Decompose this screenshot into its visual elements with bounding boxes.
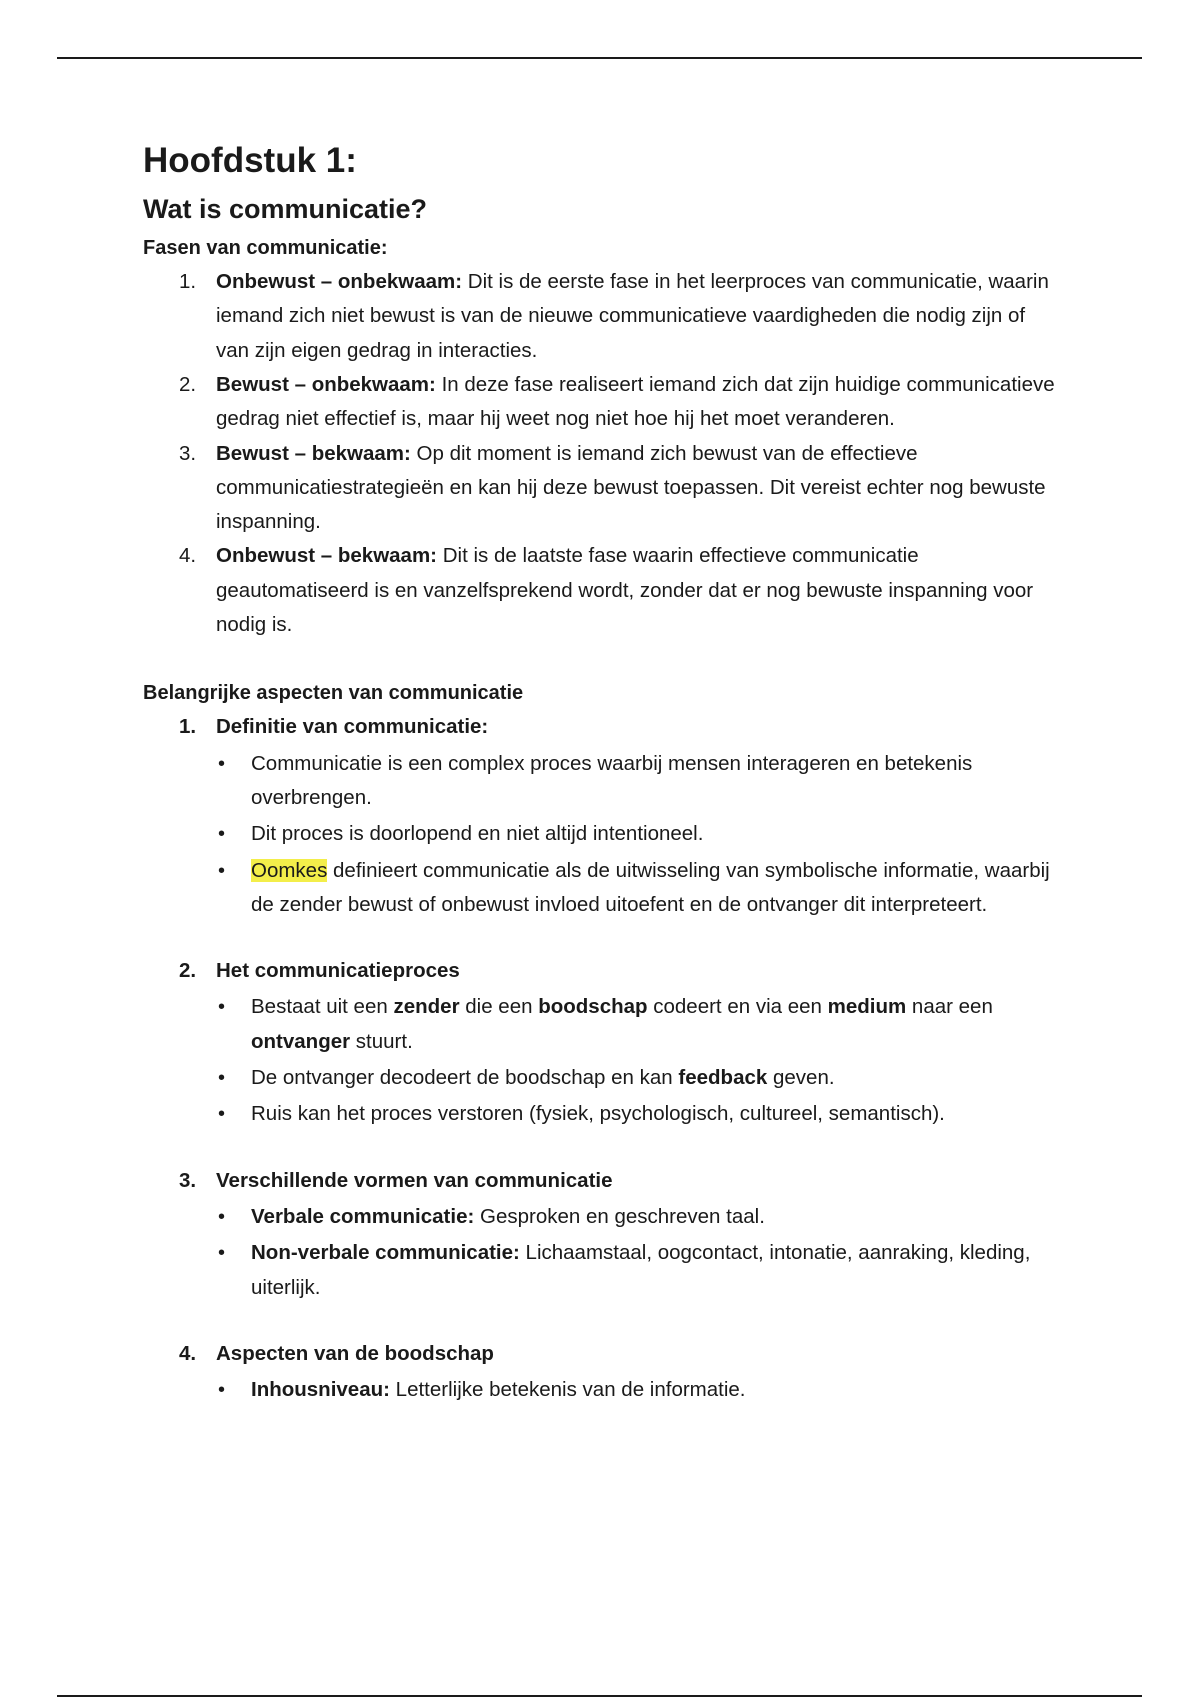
list-item xyxy=(216,1097,1063,1131)
phase-text: Op dit moment is iemand zich bewust van de effectieve communicatiestrategieën en kan hij deze bewust toepassen. Dit vereist echter nog bewuste inspanning. xyxy=(216,441,1046,534)
phase-text: Dit is de laatste fase waarin effectieve communicatie geautomatiseerd is en vanzelfsprekend wordt, zonder dat er nog bewuste inspanning voor nodig is. xyxy=(216,544,1034,637)
aspect-section-4 xyxy=(143,1337,1063,1408)
list-number: 3. xyxy=(179,1168,197,1192)
list-item xyxy=(143,368,1063,437)
aspect-title: Definitie van communicatie: xyxy=(216,715,489,739)
bullet-icon: • xyxy=(218,1067,226,1090)
fasen-heading: Fasen van communicatie: xyxy=(143,237,388,260)
text-segment: De ontvanger decodeert de boodschap en kan xyxy=(251,1066,679,1090)
bullet-icon: • xyxy=(218,859,226,882)
text-segment: naar een xyxy=(906,995,993,1019)
keyword: boodschap xyxy=(538,995,648,1019)
list-item xyxy=(143,437,1063,540)
bullet-text: Ruis kan het proces verstoren (fysiek, psychologisch, cultureel, semantisch). xyxy=(251,1102,945,1126)
aspect-title: Aspecten van de boodschap xyxy=(216,1341,494,1365)
list-item xyxy=(216,1200,1063,1234)
list-item xyxy=(216,854,1063,923)
text-segment: codeert en via een xyxy=(647,995,828,1019)
bullet-icon: • xyxy=(218,1379,226,1402)
phase-term: Onbewust – bekwaam: xyxy=(216,544,438,568)
list-number: 1. xyxy=(179,270,197,294)
list-number: 4. xyxy=(179,544,197,568)
bullet-icon: • xyxy=(218,996,226,1019)
text-segment: stuurt. xyxy=(350,1029,413,1053)
bullet-list xyxy=(216,1200,1063,1305)
keyword: zender xyxy=(393,995,460,1019)
aspecten-list xyxy=(143,710,1063,1407)
fasen-list xyxy=(143,265,1063,642)
list-number: 3. xyxy=(179,441,197,465)
list-item xyxy=(216,1373,1063,1407)
list-item xyxy=(216,747,1063,816)
bullet-list xyxy=(216,747,1063,922)
bullet-text: Communicatie is een complex proces waarbij mensen interageren en betekenis overbrengen. xyxy=(251,751,973,809)
phase-term: Bewust – bekwaam: xyxy=(216,441,411,465)
keyword: Verbale communicatie: xyxy=(251,1204,475,1228)
text-segment: Bestaat uit een xyxy=(251,995,394,1019)
bullet-icon: • xyxy=(218,1103,226,1126)
list-number: 1. xyxy=(179,715,197,739)
top-rule xyxy=(57,57,1142,59)
bullet-list xyxy=(216,1373,1063,1407)
document-body xyxy=(143,140,1063,1409)
keyword: ontvanger xyxy=(251,1029,351,1053)
highlighted-name: Oomkes xyxy=(251,858,328,882)
text-segment: geven. xyxy=(767,1066,835,1090)
aspect-section-2 xyxy=(143,954,1063,1163)
list-item xyxy=(216,1061,1063,1095)
list-number: 4. xyxy=(179,1341,197,1365)
bullet-text: Letterlijke betekenis van de informatie. xyxy=(389,1378,746,1402)
phase-text: Dit is de eerste fase in het leerproces van communicatie, waarin iemand zich niet bewust is van de nieuwe communicatieve vaardigheden die nodig zijn of van zijn eigen gedrag in interacties. xyxy=(216,270,1049,362)
list-number: 2. xyxy=(179,959,197,983)
phase-text: In deze fase realiseert iemand zich dat zijn huidige communicatieve gedrag niet effectief is, maar hij weet nog niet hoe hij het moet veranderen. xyxy=(216,372,1055,431)
bullet-text: Dit proces is doorlopend en niet altijd intentioneel. xyxy=(251,822,704,846)
section-title: Wat is communicatie? xyxy=(143,194,428,224)
aspect-title: Verschillende vormen van communicatie xyxy=(216,1168,613,1192)
text-segment: die een xyxy=(459,995,539,1019)
list-number: 2. xyxy=(179,372,197,396)
chapter-title: Hoofdstuk 1: xyxy=(143,141,357,180)
list-item xyxy=(143,539,1063,642)
aspect-section-1 xyxy=(143,710,1063,954)
bullet-text: Lichaamstaal, oogcontact, intonatie, aanraking, kleding, uiterlijk. xyxy=(251,1241,1031,1299)
bottom-rule xyxy=(57,1695,1142,1697)
bullet-icon: • xyxy=(218,1205,226,1228)
bullet-text: definieert communicatie als de uitwisseling van symbolische informatie, waarbij de zender bewust of onbewust invloed uitoefent en de ontvanger dit interpreteert. xyxy=(251,858,1050,916)
aspecten-heading: Belangrijke aspecten van communicatie xyxy=(143,682,524,705)
phase-term: Onbewust – onbekwaam: xyxy=(216,270,463,294)
bullet-list xyxy=(216,990,1063,1131)
keyword: Non-verbale communicatie: xyxy=(251,1241,520,1265)
aspect-title: Het communicatieproces xyxy=(216,959,460,983)
list-item xyxy=(216,1236,1063,1305)
list-item xyxy=(143,265,1063,368)
keyword: feedback xyxy=(678,1066,768,1090)
bullet-icon: • xyxy=(218,752,226,775)
list-item xyxy=(216,817,1063,851)
phase-term: Bewust – onbekwaam: xyxy=(216,372,436,396)
bullet-icon: • xyxy=(218,1242,226,1265)
keyword: medium xyxy=(827,995,907,1019)
bullet-icon: • xyxy=(218,823,226,846)
aspect-section-3 xyxy=(143,1164,1063,1337)
keyword: Inhousniveau: xyxy=(251,1378,390,1402)
list-item xyxy=(216,990,1063,1059)
bullet-text: Gesproken en geschreven taal. xyxy=(474,1204,765,1228)
